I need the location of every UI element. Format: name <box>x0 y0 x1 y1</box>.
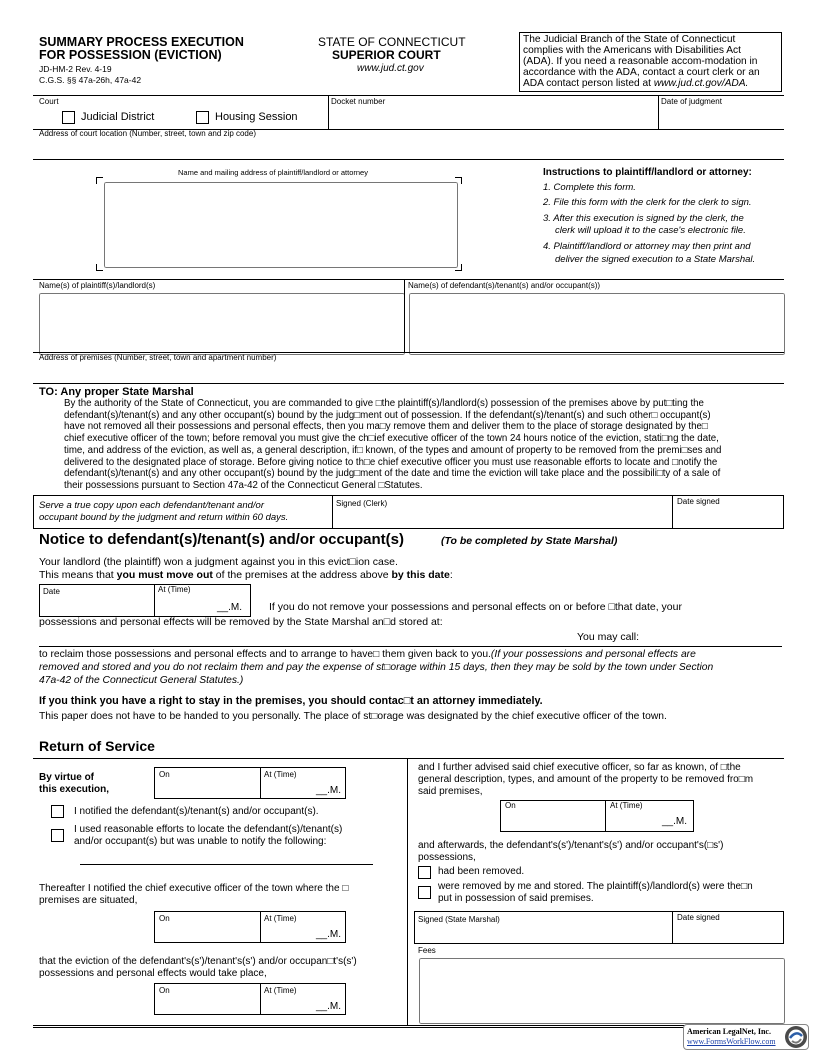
website: www.jud.ct.gov <box>357 63 424 74</box>
docket-number-input[interactable] <box>332 108 654 126</box>
service-date-input-1[interactable] <box>159 782 255 796</box>
marshal-command-line-2: defendant(s)/tenant(s) and any other occupant(s) bound by the judg□ment out of possession. If the defendant(s)/tenant(s) and such other□ occupant(s) <box>64 410 711 421</box>
eviction-line-1: that the eviction of the defendant's(s')/tenant's(s') and/or occupan□t's(s') <box>39 956 357 967</box>
by-virtue-line-1: By virtue of <box>39 772 95 783</box>
serve-instruction-line-1: Serve a true copy upon each defendant/tenant and/or <box>39 500 264 511</box>
divider <box>33 279 784 280</box>
divider <box>605 800 606 832</box>
notice-line-2a: This means that <box>39 569 117 581</box>
unable-to-notify-checkbox[interactable] <box>51 829 64 842</box>
notice-line-2 <box>39 569 453 581</box>
service-date-input-3[interactable] <box>159 998 255 1012</box>
further-advised-line-2: general description, types, and amount of the property to be removed fro□m <box>418 774 754 785</box>
time-label-2: At (Time) <box>264 914 297 923</box>
divider <box>658 95 659 129</box>
fees-input[interactable] <box>419 958 785 1024</box>
premises-address-input[interactable] <box>39 364 779 380</box>
you-may-call-label: You may call: <box>577 631 640 643</box>
footer-brand-name: American LegalNet, Inc. <box>687 1027 771 1036</box>
notice-line-2e: : <box>449 569 453 581</box>
clerk-date-signed-input[interactable] <box>677 510 780 526</box>
by-this-date-text: by this date <box>391 569 450 581</box>
ada-line-3: (ADA). If you need a reasonable accom-modation in <box>523 56 758 67</box>
marshal-command-line-8: their possessions pursuant to Section 47a-42 of the Connecticut General □Statutes. <box>64 480 423 491</box>
signed-clerk-label: Signed (Clerk) <box>336 499 388 508</box>
instruction-4b: deliver the signed execution to a State Marshal. <box>555 254 756 265</box>
divider <box>260 911 261 943</box>
move-out-time-suffix: __.M. <box>217 602 243 613</box>
notice-line-2c: of the premises at the address above <box>212 569 392 581</box>
ada-line-4: accordance with the ADA, contact a court clerk or an <box>523 67 760 78</box>
marshal-command-line-7: defendant(s)/tenant(s) and any other occupant(s) bound by the judg□ment of the date and time the eviction will take place and the possibili□ty of a sale of <box>64 468 721 479</box>
time-label-4: At (Time) <box>610 801 643 810</box>
to-marshal-heading: TO: Any proper State Marshal <box>39 386 194 398</box>
reclaim-text <box>39 649 696 661</box>
court-address-label: Address of court location (Number, street, town and zip code) <box>39 129 256 138</box>
efforts-line-2: and/or occupant(s) but was unable to notify the following: <box>74 836 327 847</box>
divider <box>332 495 333 529</box>
move-out-date-label: Date <box>43 587 60 596</box>
service-date-input-4[interactable] <box>505 814 601 828</box>
paper-not-handed-text: This paper does not have to be handed to you personally. The place of st□orage was designated by the chief executive officer of the town. <box>39 711 667 722</box>
form-title-line2: FOR POSSESSION (EVICTION) <box>39 48 222 62</box>
notified-checkbox[interactable] <box>51 805 64 818</box>
move-out-time-label: At (Time) <box>158 585 191 594</box>
afterwards-line-1: and afterwards, the defendant's(s')/tenant's(s') and/or occupant's(□s') <box>418 840 724 851</box>
eviction-line-2: possessions and personal effects would take place, <box>39 968 267 979</box>
must-move-out-text: you must move out <box>116 569 213 581</box>
time-suffix-4: __.M. <box>662 816 688 827</box>
had-been-removed-text: had been removed. <box>438 866 525 877</box>
judicial-district-label: Judicial District <box>81 111 155 123</box>
marshal-command-line-5: time, and address of the eviction, as well as, a general description, if□ known, of the types and amount of property to be removed from the premi□ses and <box>64 445 722 456</box>
notice-heading: Notice to defendant(s)/tenant(s) and/or occupant(s) <box>39 531 405 548</box>
divider <box>404 279 405 352</box>
further-advised-line-1: and I further advised said chief executive officer, so far as known, of □the <box>418 762 741 773</box>
return-of-service-heading: Return of Service <box>39 738 155 754</box>
time-suffix-3: __.M. <box>316 1001 342 1012</box>
remove-possessions-text: If you do not remove your possessions and personal effects on or before □that date, your <box>269 601 682 613</box>
unnotified-names-line <box>80 864 373 865</box>
divider <box>33 95 784 96</box>
date-of-judgment-label: Date of judgment <box>661 97 722 106</box>
fees-label: Fees <box>418 946 436 955</box>
divider <box>33 758 784 759</box>
court-name: SUPERIOR COURT <box>332 48 441 62</box>
instruction-3b: clerk will upload it to the case's electronic file. <box>555 225 746 236</box>
reclaim-text-plain: to reclaim those possessions and personal effects and to arrange to have□ them given back to you. <box>39 649 491 660</box>
date-signed-label: Date signed <box>677 497 720 506</box>
divider <box>154 584 155 617</box>
plaintiff-address-label: Name and mailing address of plaintiff/landlord or attorney <box>178 168 368 177</box>
notice-line-1: Your landlord (the plaintiff) won a judgment against you in this evict□ion case. <box>39 556 398 568</box>
time-label-1: At (Time) <box>264 770 297 779</box>
thereafter-line-2: premises are situated, <box>39 895 138 906</box>
instruction-3a: 3. After this execution is signed by the clerk, the <box>543 213 744 224</box>
on-label-1: On <box>159 770 170 779</box>
afterwards-line-2: possessions, <box>418 852 476 863</box>
divider <box>260 767 261 799</box>
housing-session-checkbox[interactable] <box>196 111 209 124</box>
ada-line-1: The Judicial Branch of the State of Connecticut <box>523 34 736 45</box>
divider <box>407 758 408 1026</box>
time-suffix-1: __.M. <box>316 785 342 796</box>
clerk-signature-input[interactable] <box>337 510 667 526</box>
marshal-command-line-3: have not removed all their possessions and personal effects, then you ma□y remove them and deliver them to the place of storage designated by the□ <box>64 421 708 432</box>
notice-subheading: (To be completed by State Marshal) <box>441 535 618 547</box>
had-been-removed-checkbox[interactable] <box>418 866 431 879</box>
state-name: STATE OF CONNECTICUT <box>318 35 466 49</box>
address-corner-mark <box>96 177 103 184</box>
stored-at-text: possessions and personal effects will be removed by the State Marshal an□d stored at: <box>39 616 443 628</box>
marshal-signature-input[interactable] <box>419 926 667 941</box>
footer-brand-url[interactable]: www.FormsWorkFlow.com <box>687 1037 776 1046</box>
form-number: JD-HM-2 Rev. 4-19 <box>39 64 112 74</box>
plaintiff-address-textarea[interactable] <box>104 182 458 268</box>
defendant-names-input[interactable] <box>409 293 785 355</box>
time-label-3: At (Time) <box>264 986 297 995</box>
divider <box>33 1025 784 1026</box>
by-virtue-line-2: this execution, <box>39 784 110 795</box>
address-corner-mark <box>96 264 103 271</box>
instructions-title: Instructions to plaintiff/landlord or attorney: <box>543 167 752 178</box>
storage-location-line <box>39 646 782 647</box>
on-label-4: On <box>505 801 516 810</box>
divider <box>328 95 329 129</box>
date-of-judgment-input[interactable] <box>662 108 780 126</box>
storage-warning-line-3: 47a-42 of the Connecticut General Statutes.) <box>39 675 244 686</box>
marshal-date-signed-label: Date signed <box>677 913 720 922</box>
footer-logo-icon <box>784 1025 808 1049</box>
housing-session-label: Housing Session <box>215 111 298 123</box>
ada-line-2: complies with the Americans with Disabilities Act <box>523 45 741 56</box>
divider <box>33 1027 784 1028</box>
move-out-date-input[interactable] <box>43 599 149 614</box>
storage-warning-line-2: removed and stored and you do not reclaim them and pay the expense of st□orage within 15 days, then they may be sold by the town under Section <box>39 662 714 673</box>
plaintiff-names-label: Name(s) of plaintiff(s)/landlord(s) <box>39 281 156 290</box>
instruction-4a: 4. Plaintiff/landlord or attorney may then print and <box>543 241 751 252</box>
plaintiff-names-input[interactable] <box>39 293 405 355</box>
defendant-names-label: Name(s) of defendant(s)/tenant(s) and/or occupant(s)) <box>408 281 601 290</box>
notified-text: I notified the defendant(s)/tenant(s) and/or occupant(s). <box>74 806 319 817</box>
removed-and-stored-checkbox[interactable] <box>418 886 431 899</box>
divider <box>33 159 784 160</box>
on-label-3: On <box>159 986 170 995</box>
ada-line-5-text: ADA contact person listed at <box>523 78 651 89</box>
removed-stored-line-2: put in possession of said premises. <box>438 893 594 904</box>
marshal-command-line-1: By the authority of the State of Connecticut, you are commanded to give □the plaintiff(s)/landlord(s) possession of the premises above by put□ting the <box>64 398 704 409</box>
divider <box>672 911 673 944</box>
form-statutes: C.G.S. §§ 47a-26h, 47a-42 <box>39 75 142 85</box>
divider <box>33 383 784 384</box>
service-date-input-2[interactable] <box>159 926 255 940</box>
judicial-district-checkbox[interactable] <box>62 111 75 124</box>
instruction-2: 2. File this form with the clerk for the clerk to sign. <box>543 197 752 208</box>
marshal-command-line-6: delivered to the designated place of storage. Before giving notice to th□e chief executive officer you must use reasonable efforts to locate and □notify the <box>64 457 718 468</box>
divider <box>260 983 261 1015</box>
ada-link[interactable]: www.jud.ct.gov/ADA. <box>653 78 749 89</box>
divider <box>672 495 673 529</box>
signed-marshal-label: Signed (State Marshal) <box>418 915 500 924</box>
ada-line-5 <box>523 78 748 89</box>
thereafter-line-1: Thereafter I notified the chief executive officer of the town where the □ <box>39 883 349 894</box>
removed-stored-line-1: were removed by me and stored. The plaintiff(s)/landlord(s) were the□n <box>438 881 753 892</box>
docket-number-label: Docket number <box>331 97 386 106</box>
marshal-date-signed-input[interactable] <box>677 926 780 941</box>
court-label: Court <box>39 97 59 106</box>
reclaim-text-italic: (If your possessions and personal effects are <box>490 649 696 660</box>
time-suffix-2: __.M. <box>316 929 342 940</box>
court-address-input[interactable] <box>39 140 779 156</box>
phone-number-input[interactable] <box>655 630 780 645</box>
attorney-advice: If you think you have a right to stay in the premises, you should contac□t an attorney immediately. <box>39 695 543 707</box>
on-label-2: On <box>159 914 170 923</box>
form-title-line1: SUMMARY PROCESS EXECUTION <box>39 35 244 49</box>
unnotified-names-input[interactable] <box>82 848 370 862</box>
serve-instruction-line-2: occupant bound by the judgment and return within 60 days. <box>39 512 289 523</box>
premises-address-label: Address of premises (Number, street, town and apartment number) <box>39 353 277 362</box>
efforts-line-1: I used reasonable efforts to locate the defendant(s)/tenant(s) <box>74 824 343 835</box>
marshal-command-line-4: chief executive officer of the town; before removal you must give the ch□ief executive officer of the town 24 hours notice of the eviction, stati□ng the date, <box>64 433 719 444</box>
further-advised-line-3: said premises, <box>418 786 483 797</box>
instruction-1: 1. Complete this form. <box>543 182 636 193</box>
